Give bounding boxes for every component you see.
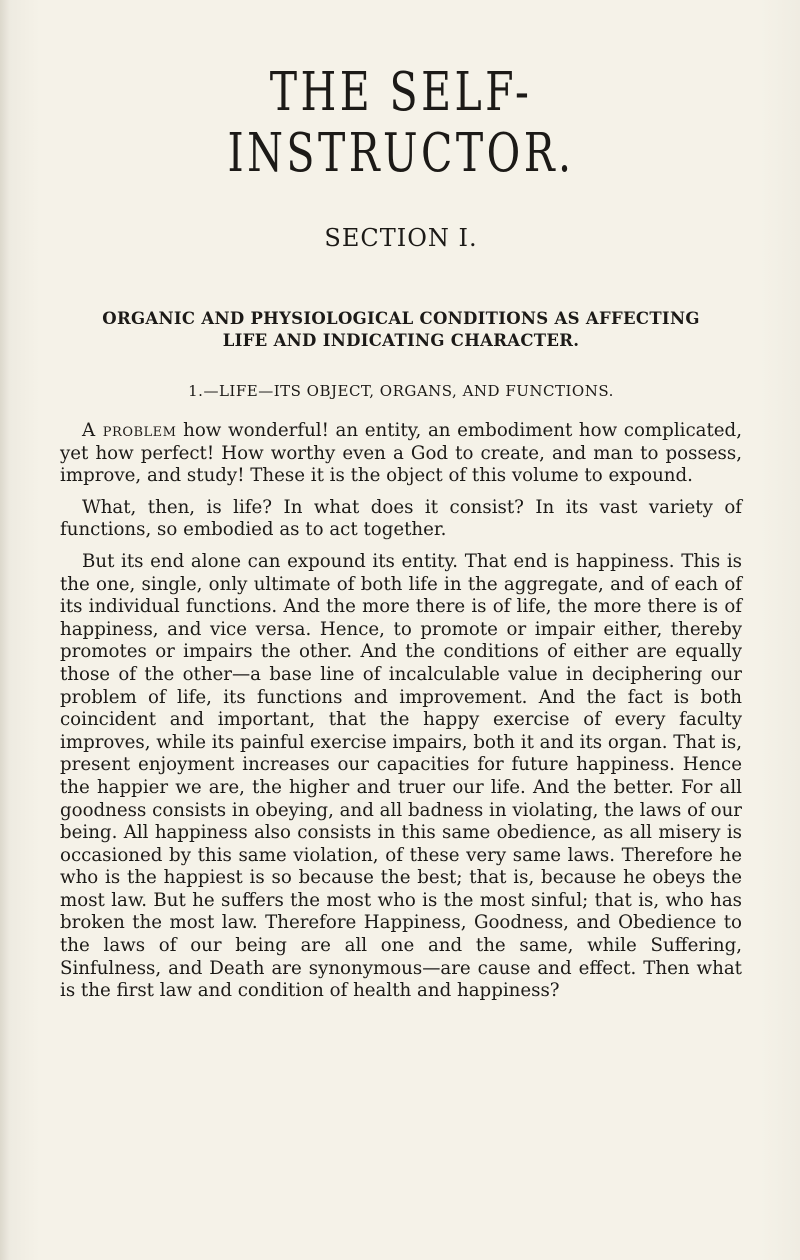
- paragraph: [60, 420, 742, 488]
- paragraph: [60, 551, 742, 1003]
- paragraph-text: What, then, is life? In what does it consist? In its vast variety of functions, so embodied as to act together.: [60, 496, 742, 541]
- section-title: SECTION I.: [324, 224, 478, 252]
- book-title: THE SELF-INSTRUCTOR.: [227, 62, 575, 184]
- paragraph: [60, 497, 742, 542]
- paragraph-text: But its end alone can expound its entity. That end is happiness. This is the one, single, only ultimate of both life in the aggregate, and of each of its individual functions. And the more there is of life, the more there is of happiness, and vice versa. Hence, to promote or impair either, thereby promotes or impairs the other. And the conditions of either are equally those of the other—a base line of incalculable value in deciphering our problem of life, its functions and improvement. And the fact is both coincident and important, that the happy exercise of every faculty improves, while its painful exercise impairs, both it and its organ. That is, present enjoyment increases our capacities for future happiness. Hence the happier we are, the higher and truer our life. And the better. For all goodness consists in obeying, and all badness in violating, the laws of our being. All happiness also consists in this same obedience, as all misery is occasioned by this same violation, of these very same laws. Therefore he who is the happiest is so because the best; that is, because he obeys the most law. But he suffers the most who is the most sinful; that is, who has broken the most law. Therefore Happiness, Goodness, and Obedience to the laws of our being are all one and the same, while Suffering, Sinfulness, and Death are synonymous—are cause and effect. Then what is the first law and condition of health and happiness?: [60, 550, 742, 1002]
- paragraph-lead: A problem: [82, 420, 177, 441]
- body-text: [60, 420, 742, 1003]
- subheading: 1.—LIFE—ITS OBJECT, ORGANS, AND FUNCTIONS.: [188, 382, 614, 400]
- chapter-title: ORGANIC AND PHYSIOLOGICAL CONDITIONS AS AFFECTING LIFE AND INDICATING CHARACTER.: [102, 309, 700, 350]
- paragraph-text: how wonderful! an entity, an embodiment how complicated, yet how perfect! How worthy even a God to create, and man to possess, improve, and study! These it is the object of this volume to expound.: [60, 420, 742, 487]
